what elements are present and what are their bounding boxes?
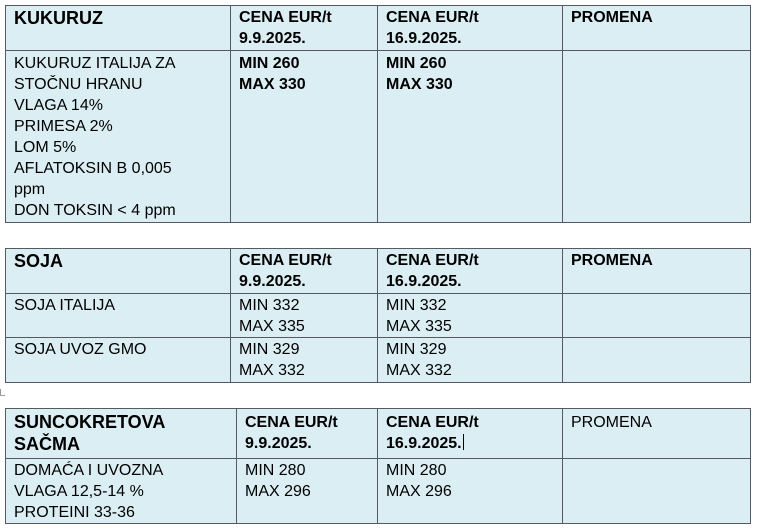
paragraph-anchor-mark (0, 389, 5, 396)
price-header-date-1: CENA EUR/t 9.9.2025. (231, 249, 378, 294)
product-description: DOMAĆA I UVOZNA VLAGA 12,5-14 % PROTEINI 33-36 (6, 459, 237, 524)
price-cell-date-2: MIN 332 MAX 335 (378, 294, 563, 338)
price-table-suncokretova-sacma (5, 408, 751, 524)
price-table-kukuruz (5, 5, 751, 223)
price-header-date-1: CENA EUR/t 9.9.2025. (237, 409, 378, 459)
product-header: SUNCOKRETOVA SAČMA (6, 409, 237, 459)
price-cell-date-2: MIN 329 MAX 332 (378, 338, 563, 383)
price-header-date-1: CENA EUR/t 9.9.2025. (231, 6, 378, 51)
price-header-date-2: CENA EUR/t 16.9.2025. (378, 409, 563, 459)
table-header-row (6, 409, 751, 459)
table-row (6, 459, 751, 524)
price-cell-date-2: MIN 260 MAX 330 (378, 51, 563, 223)
price-header-date-2: CENA EUR/t 16.9.2025. (378, 6, 563, 51)
price-table-soja (5, 248, 751, 383)
product-description: SOJA ITALIJA (6, 294, 231, 338)
product-header: SOJA (6, 249, 231, 294)
change-header: PROMENA (563, 409, 751, 459)
price-cell-date-2: MIN 280 MAX 296 (378, 459, 563, 524)
change-header: PROMENA (563, 6, 751, 51)
table-header-row (6, 6, 751, 51)
price-cell-date-1: MIN 332 MAX 335 (231, 294, 378, 338)
product-description: KUKURUZ ITALIJA ZA STOČNU HRANU VLAGA 14% PRIMESA 2% LOM 5% AFLATOKSIN B 0,005 ppm DON TOKSIN < 4 ppm (6, 51, 231, 223)
product-header: KUKURUZ (6, 6, 231, 51)
change-cell (563, 459, 751, 524)
price-cell-date-1: MIN 280 MAX 296 (237, 459, 378, 524)
product-description: SOJA UVOZ GMO (6, 338, 231, 383)
price-cell-date-1: MIN 329 MAX 332 (231, 338, 378, 383)
table-row (6, 294, 751, 338)
table-row (6, 338, 751, 383)
change-cell (563, 338, 751, 383)
price-cell-date-1: MIN 260 MAX 330 (231, 51, 378, 223)
text-cursor (463, 434, 464, 450)
table-header-row (6, 249, 751, 294)
change-cell (563, 294, 751, 338)
change-cell (563, 51, 751, 223)
table-row (6, 51, 751, 223)
price-header-date-2: CENA EUR/t 16.9.2025. (378, 249, 563, 294)
change-header: PROMENA (563, 249, 751, 294)
